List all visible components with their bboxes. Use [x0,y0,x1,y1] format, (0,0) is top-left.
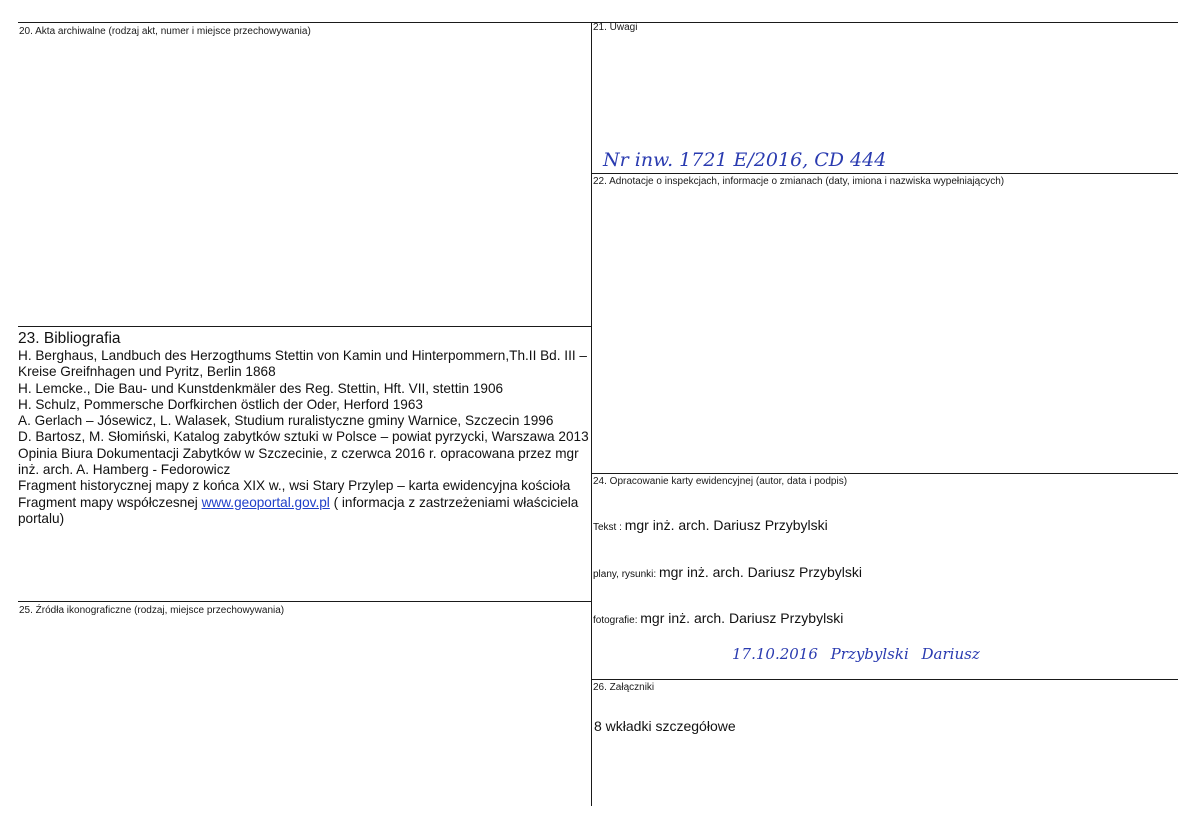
bibliography-list [18,348,598,527]
section-21-label: 21. Uwagi [593,22,638,33]
section-24-label: 24. Opracowanie karty ewidencyjnej (autor, data i podpis) [593,476,848,487]
handwritten-inventory-note: Nr inw. 1721 E/2016, CD 444 [603,149,887,171]
drawings-author-value: mgr inż. arch. Dariusz Przybylski [658,564,862,580]
section-25-label: 25. Źródła ikonograficzne (rodzaj, miejsce przechowywania) [19,605,285,616]
rule-26 [591,679,1178,680]
bibliography-title: 23. Bibliografia [18,330,121,347]
geoportal-link[interactable]: www.geoportal.gov.pl [201,494,330,510]
section-26-label: 26. Załączniki [593,682,655,693]
bibliography-entry: H. Lemcke., Die Bau- und Kunstdenkmäler des Reg. Stettin, Hft. VII, stettin 1906 [18,380,504,396]
section-20-label: 20. Akta archiwalne (rodzaj akt, numer i miejsce przechowywania) [19,26,311,37]
text-author-value: mgr inż. arch. Dariusz Przybylski [624,517,828,533]
geoportal-prefix: Fragment mapy współczesnej [18,494,202,510]
photos-author-value: mgr inż. arch. Dariusz Przybylski [640,610,844,626]
rule-23 [18,326,591,327]
rule-25 [18,601,591,602]
bibliography-entry: Fragment historycznej mapy z końca XIX w., wsi Stary Przylep – karta ewidencyjna kościoła [18,478,571,494]
photos-author-key: fotografie: [593,615,641,626]
geoportal-suffix: ( informacja z zastrzeżeniami właściciela portalu) [18,494,579,526]
drawings-author-field [593,563,862,584]
bibliography-entry-geoportal [18,495,598,528]
text-author-field [593,516,828,537]
bibliography-entry: A. Gerlach – Jósewicz, L. Walasek, Studium ruralistyczne gminy Warnice, Szczecin 1996 [18,413,554,429]
photos-author-field [593,609,843,630]
attachments-content: 8 wkładki szczegółowe [594,718,736,734]
bibliography-entry: Opinia Biura Dokumentacji Zabytków w Szczecinie, z czerwca 2016 r. opracowana przez mgr inż. arch. A. Hamberg - Fedorowicz [18,445,579,478]
bibliography-entry: H. Berghaus, Landbuch des Herzogthums Stettin von Kamin und Hinterpommern,Th.II Bd. III – Kreise Greifnhagen und Pyritz, Berlin 1868 [18,348,587,380]
drawings-author-key: plany, rysunki: [593,569,659,580]
rule-24 [591,473,1178,474]
handwritten-date-signature: 17.10.2016 Przybylski Dariusz [732,645,980,663]
section-22-label: 22. Adnotacje o inspekcjach, informacje o zmianach (daty, imiona i nazwiska wypełniających) [593,176,1005,187]
text-author-key: Tekst : [593,522,625,533]
bibliography-entry: D. Bartosz, M. Słomiński, Katalog zabytków sztuki w Polsce – powiat pyrzycki, Warszawa 2013 [18,429,589,445]
bibliography-entry: H. Schulz, Pommersche Dorfkirchen östlich der Oder, Herford 1963 [18,396,423,412]
rule-22 [591,173,1178,174]
